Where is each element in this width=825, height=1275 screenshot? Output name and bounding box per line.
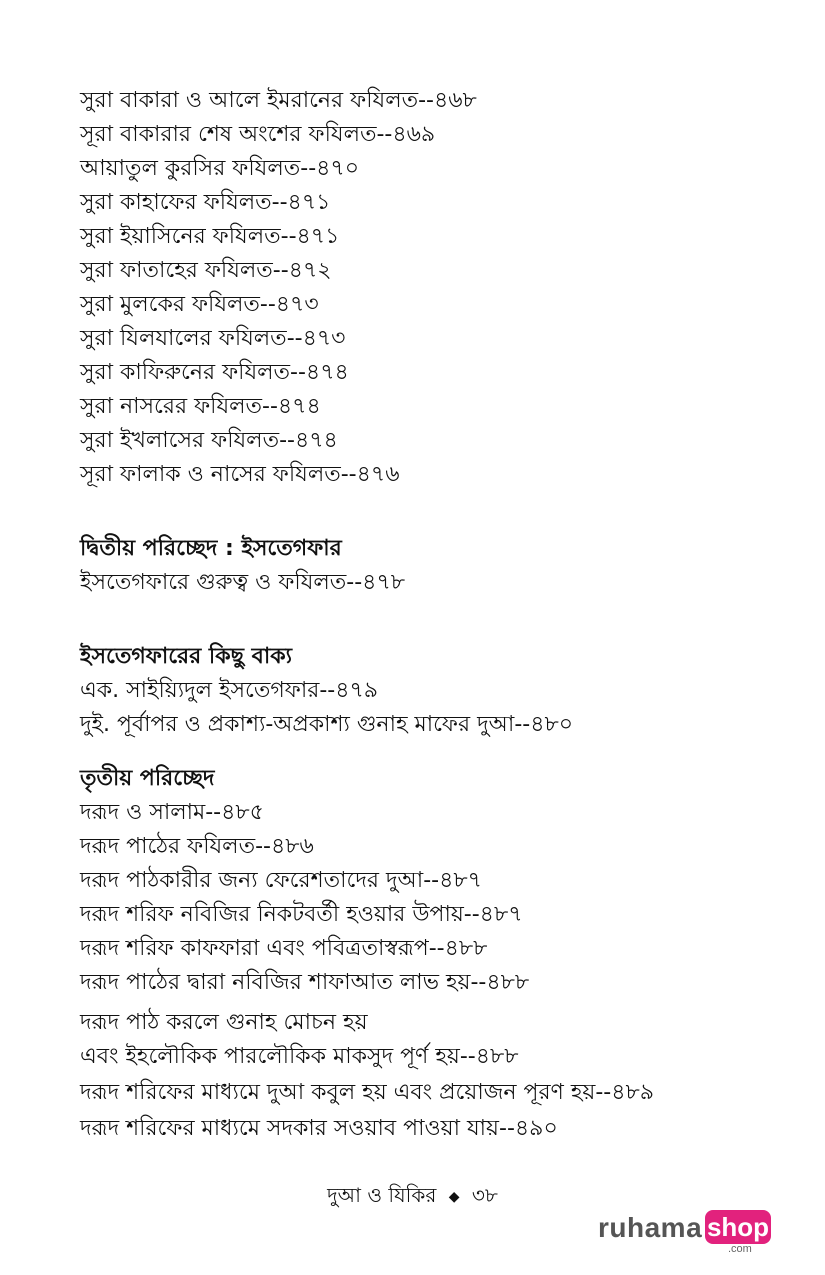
- toc-entry: সুরা ইয়াসিনের ফযিলত--৪৭১: [80, 224, 340, 249]
- toc-entry: সুরা কাহাফের ফযিলত--৪৭১: [80, 190, 331, 215]
- toc-entry: দরূদ শরিফ নবিজির নিকটবর্তী হওয়ার উপায়--৪৮৭: [80, 902, 523, 927]
- toc-entry: এক. সাইয়্যিদুল ইসতেগফার--৪৭৯: [80, 678, 379, 703]
- section-heading: তৃতীয় পরিচ্ছেদ: [80, 766, 215, 791]
- logo-text-box: shop: [706, 1212, 770, 1242]
- logo-text-domain: .com: [728, 1243, 752, 1255]
- toc-entry: সূরা ফালাক ও নাসের ফযিলত--৪৭৬: [80, 462, 400, 487]
- toc-entry: দরূদ পাঠের দ্বারা নবিজির শাফাআত লাভ হয়--৪৮৮: [80, 970, 530, 995]
- toc-entry: আয়াতুল কুরসির ফযিলত--৪৭০: [80, 156, 360, 181]
- toc-entry: এবং ইহলৌকিক পারলৌকিক মাকসুদ পূর্ণ হয়--৪৮৮: [80, 1044, 519, 1069]
- ruhamashop-logo: [598, 1208, 778, 1256]
- toc-entry: সুরা বাকারা ও আলে ইমরানের ফযিলত--৪৬৮: [80, 88, 477, 113]
- logo-text-main: ruhama: [598, 1212, 703, 1243]
- toc-entry: দরূদ শরিফের মাধ্যমে দুআ কবুল হয় এবং প্রয়োজন পূরণ হয়--৪৮৯: [80, 1080, 655, 1105]
- toc-entry: সুরা নাসরের ফযিলত--৪৭৪: [80, 394, 321, 419]
- toc-entry: দরূদ ও সালাম--৪৮৫: [80, 800, 264, 825]
- toc-entry: সুরা যিলযালের ফযিলত--৪৭৩: [80, 326, 346, 351]
- page-footer: [0, 1180, 825, 1212]
- toc-entry: ইসতেগফারে গুরুত্ব ও ফযিলত--৪৭৮: [80, 570, 406, 595]
- toc-entry: দরূদ পাঠ করলে গুনাহ মোচন হয়: [80, 1010, 368, 1035]
- toc-entry: দুই. পূর্বাপর ও প্রকাশ্য-অপ্রকাশ্য গুনাহ মাফের দুআ--৪৮০: [80, 712, 574, 737]
- toc-entry: দরূদ পাঠকারীর জন্য ফেরেশতাদের দুআ--৪৮৭: [80, 868, 482, 893]
- toc-entry: দরূদ শরিফ কাফফারা এবং পবিত্রতাস্বরূপ--৪৮৮: [80, 936, 488, 961]
- toc-entry: সুরা ফাতাহের ফযিলত--৪৭২: [80, 258, 332, 283]
- toc-entry: সুরা মুলকের ফযিলত--৪৭৩: [80, 292, 319, 317]
- logo-speech-bubble: [705, 1210, 771, 1244]
- book-title: দুআ ও যিকির: [327, 1183, 437, 1207]
- toc-entry: সুরা কাফিরুনের ফযিলত--৪৭৪: [80, 360, 349, 385]
- diamond-separator-icon: ◆: [448, 1188, 460, 1205]
- toc-entry: সুরা ইখলাসের ফযিলত--৪৭৪: [80, 428, 338, 453]
- toc-entry: দরূদ শরিফের মাধ্যমে সদকার সওয়াব পাওয়া যায়--৪৯০: [80, 1116, 558, 1141]
- page-number: ৩৮: [471, 1183, 498, 1207]
- section-heading: দ্বিতীয় পরিচ্ছেদ : ইসতেগফার: [80, 536, 342, 561]
- toc-entry: দরূদ পাঠের ফযিলত--৪৮৬: [80, 834, 314, 859]
- section-heading: ইসতেগফারের কিছু বাক্য: [80, 644, 292, 669]
- toc-entry: সূরা বাকারার শেষ অংশের ফযিলত--৪৬৯: [80, 122, 436, 147]
